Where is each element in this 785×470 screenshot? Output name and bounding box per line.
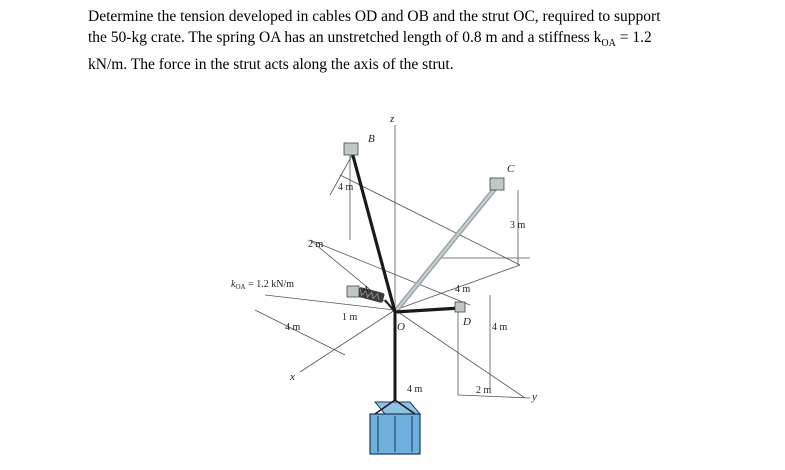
label-b: B [368,133,375,145]
cable-od [395,308,460,312]
dim-4m-bottom: 4 m [407,384,423,395]
dim-3m: 3 m [510,220,526,231]
dim-2m-left: 2 m [308,239,324,250]
label-o: O [397,321,405,333]
label-x: x [290,371,295,383]
problem-line-1: Determine the tension developed in cables OD and OB and the strut OC, required to support [88,8,661,25]
strut-oc-highlight [395,186,497,312]
dim-4m-top: 4 m [338,182,354,193]
dim-1m: 1 m [342,312,358,323]
label-c: C [507,163,515,175]
label-y: y [532,391,537,403]
crate [370,400,420,454]
support-a [347,286,359,297]
dim-4m-right-top: 4 m [455,284,471,295]
label-d: D [463,316,471,328]
problem-line-3: kN/m. The force in the strut acts along the axis of the strut. [88,56,454,74]
support-b [344,143,358,155]
problem-line-2: the 50-kg crate. The spring OA has an unstretched length of 0.8 m and a stiffness $k_{OA} = 1.2$ [88,29,652,50]
support-c [490,178,504,190]
support-d [455,302,465,312]
dim-4m-right: 4 m [492,322,508,333]
dim-2m-bottom: 2 m [476,385,492,396]
dim-4m-x: 4 m [285,322,301,333]
label-a: A [362,284,369,296]
guide-i [458,395,530,398]
spring-stiffness-label: $k_{OA} = 1.2$ kN/m [231,279,294,291]
label-z: z [390,113,395,125]
